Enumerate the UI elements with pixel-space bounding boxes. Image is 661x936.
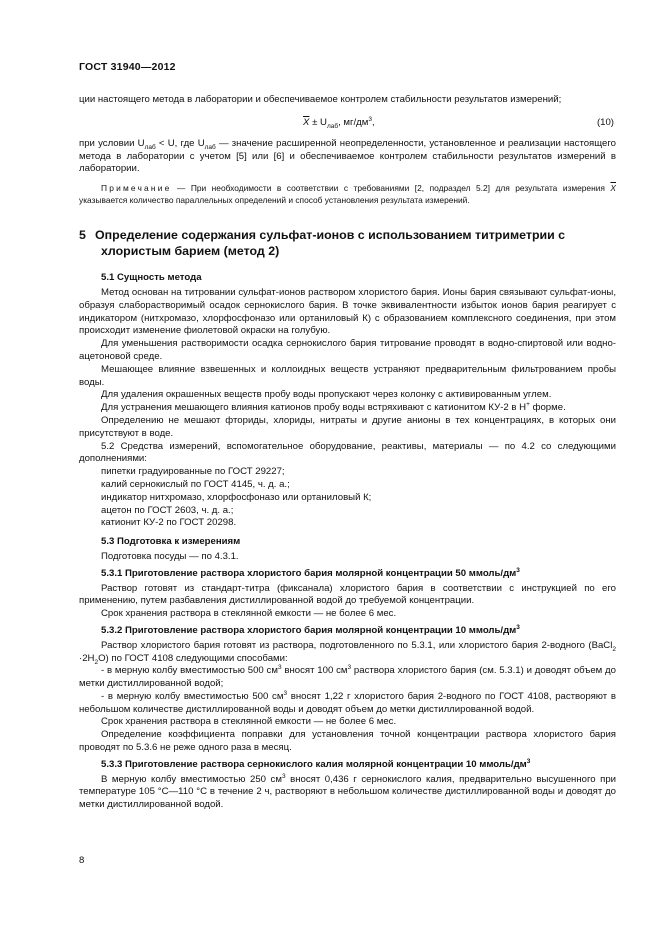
paragraph: В мерную колбу вместимостью 250 $см^3$ вносят 0,436 г сернокислого калия, предварительно высушенного при температуре 105 °С—110 °С в течение 2 ч, растворяют в небольшом количестве дистиллированной воды и доводят до метки дистиллированной водой. — [79, 772, 617, 811]
paragraph: Для уменьшения растворимости осадка сернокислого бария титрование проводят в водно-спиртовой или водно-ацетоновой среде. — [79, 338, 616, 362]
paragraph: Подготовка посуды — по 4.3.1. — [101, 550, 239, 562]
paragraph: Срок хранения раствора в стеклянной емкости — не более 6 мес. — [101, 716, 397, 728]
paragraph: Определению не мешают фториды, хлориды, нитраты и другие анионы в тех концентрациях, в которых они присутствуют в воде. — [79, 414, 616, 439]
paragraph: Метод основан на титровании сульфат-ионов раствором хлористого бария. Ионы бария связывают сульфат-ионы, образуя слаборастворимый осадок сернокислого бария. В точке эквивалентности избыток ионов бария реагирует с индикатором (нитхромазо, хлорфосфоназо или ортаниловый К) с образованием комплексного соединения, при этом происходит изменение фиолетовой окраски на голубую. — [79, 286, 616, 337]
paragraph: 5.2 Средства измерений, вспомогательное оборудование, реактивы, материалы — по 4.2 со следующими дополнениями: — [79, 440, 616, 465]
list-item: ацетон по ГОСТ 2603, ч. д. а.; — [101, 504, 234, 516]
page-number: 8 — [79, 855, 85, 866]
paragraph: Для устранения мешающего влияния катионов пробу воды встряхивают с катионитом КУ-2 в Н+ форме. — [101, 400, 566, 414]
page-content — [79, 94, 616, 812]
section-heading: 5 Определение содержания сульфат-ионов с использованием титриметрии с хлористым барием (метод 2) — [79, 228, 566, 258]
list-item: - в мерную колбу вместимостью 500 $см^3$ вносят 100 $см^3$ раствора хлористого бария (см. 5.3.1) и доводят объем до метки дистиллированной водой; — [79, 664, 616, 690]
list-item: катионит КУ-2 по ГОСТ 20298. — [101, 517, 237, 529]
formula-number: (10) — [596, 116, 614, 128]
note-label: Примечание — [101, 183, 172, 194]
formula-expression: $\overline{X} \pm U_{лаб}$, $мг/дм^3$, — [303, 115, 375, 130]
paragraph: при условии $U_{лаб} < U$, где $U_{лаб}$ — значение расширенной неопределенности, установленное и реализации настоящего метода в лаборатории с учетом [5] или [6] и обеспечиваемое контролем стабильности результатов измерений в лаборатории. — [79, 137, 617, 175]
paragraph: Раствор готовят из стандарт-титра (фиксанала) хлористого бария в соответствии с инструкцией по его применению, путем разбавления дистиллированной водой до требуемой концентрации. — [79, 582, 616, 607]
paragraph: Для удаления окрашенных веществ пробу воды пропускают через колонку с активированным углем. — [101, 389, 552, 401]
paragraph: ции настоящего метода в лаборатории и обеспечиваемое контролем стабильности результатов измерений; — [79, 94, 562, 105]
subsubsection-heading: 5.3.3 Приготовление раствора сернокислого калия молярной концентрации 10 ммоль/$дм^3$ — [101, 757, 531, 770]
subsection-heading: 5.1 Сущность метода — [101, 272, 202, 284]
paragraph: Раствор хлористого бария готовят из раствора, подготовленного по 5.3.1, или хлористого бария 2-водного (BaCl$_2$ $\cdot 2H_2O$) по ГОСТ 4108 следующими способами: — [79, 639, 616, 666]
list-item: пипетки градуированные по ГОСТ 29227; — [101, 466, 285, 478]
standard-header: ГОСТ 31940—2012 — [79, 61, 176, 73]
paragraph: Мешающее влияние взвешенных и коллоидных веществ устраняют предварительным фильтрованием пробы воды. — [79, 363, 616, 388]
subsubsection-heading: 5.3.2 Приготовление раствора хлористого бария молярной концентрации 10 ммоль/$дм^3$ — [101, 623, 520, 636]
paragraph: Срок хранения раствора в стеклянной емкости — не более 6 мес. — [101, 608, 397, 620]
note: Примечание — При необходимости в соответствии с требованиями [2, подраздел 5.2] для результата измерения $\overline{X}$ указывается количество параллельных определений и способ установления результата измерений. — [79, 183, 616, 205]
subsubsection-heading: 5.3.1 Приготовление раствора хлористого бария молярной концентрации 50 ммоль/$дм^3$ — [101, 566, 520, 579]
list-item: - в мерную колбу вместимостью 500 $см^3$ вносят 1,22 г хлористого бария 2-водного по ГОСТ 4108, растворяют в небольшом количестве дистиллированной воды и доводят объем до метки дистиллированной водой. — [79, 689, 616, 715]
list-item: индикатор нитхромазо, хлорфосфоназо или ортаниловый К; — [101, 491, 372, 503]
subsection-heading: 5.3 Подготовка к измерениям — [101, 536, 241, 548]
paragraph: Определение коэффициента поправки для установления точной концентрации раствора хлористого бария проводят по 5.3.6 не реже одного раза в месяц. — [79, 729, 616, 754]
list-item: калий сернокислый по ГОСТ 4145, ч. д. а.; — [101, 478, 290, 490]
formula-10 — [79, 117, 616, 130]
